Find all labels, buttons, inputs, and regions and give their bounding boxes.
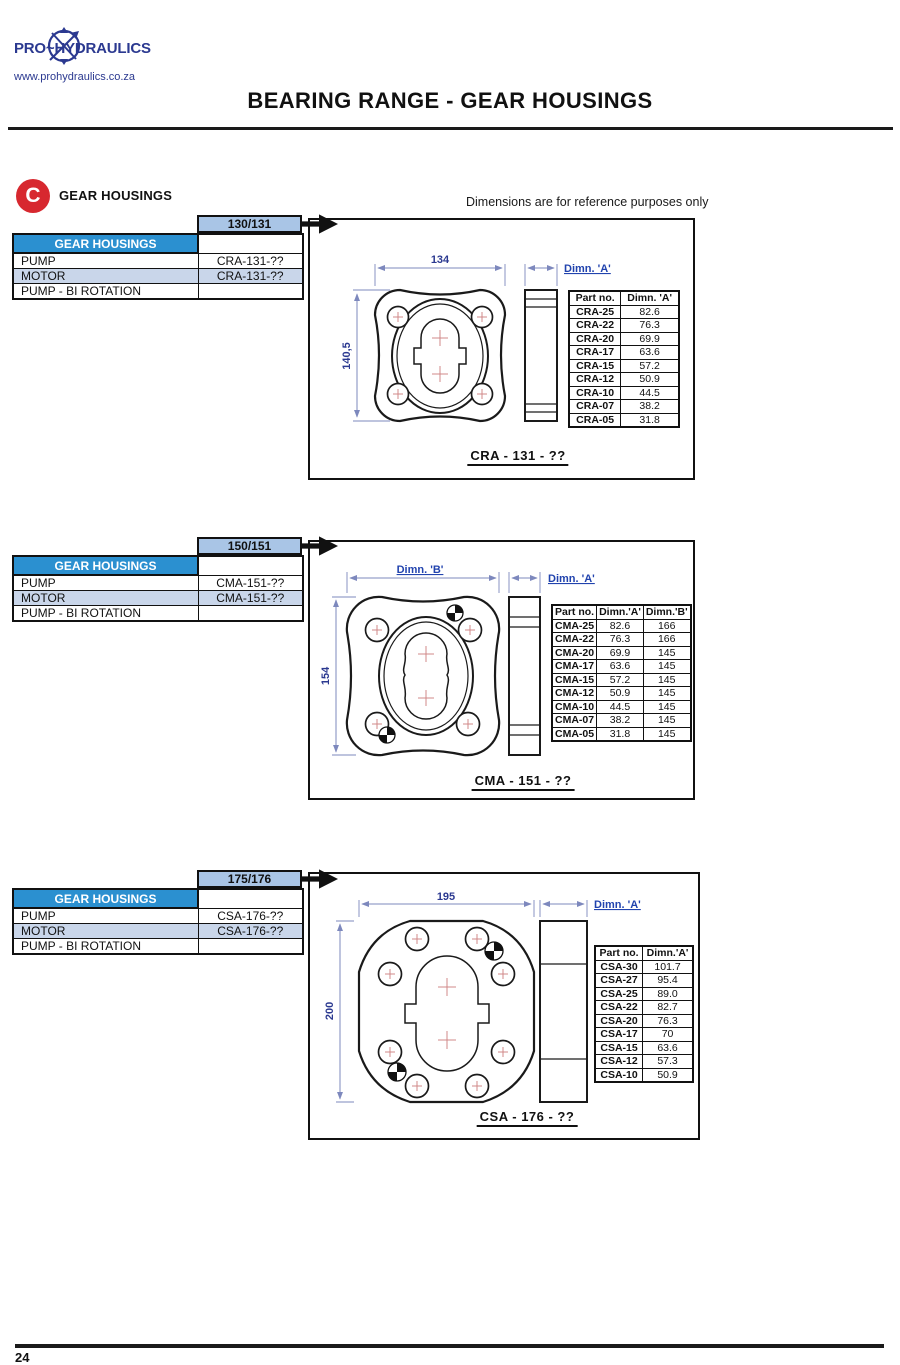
gear-housings-table	[12, 555, 304, 622]
dim-table-cell: 70	[643, 1028, 693, 1042]
page-number: 24	[15, 1350, 30, 1365]
dim-table-row	[595, 974, 693, 988]
dim-table-row	[595, 1001, 693, 1015]
dim-table-cell: 95.4	[643, 974, 693, 988]
dim-table-row	[595, 1068, 693, 1082]
side-dimension	[525, 263, 611, 286]
dim-table-cell: 166	[643, 619, 690, 633]
dim-table-cell: 38.2	[621, 400, 679, 414]
dim-table-row	[552, 619, 691, 633]
dim-table-row	[595, 1028, 693, 1042]
dim-col-header: Part no.	[569, 291, 621, 305]
front-view	[347, 597, 499, 755]
dim-table-cell: CSA-30	[595, 960, 643, 974]
width-dimension	[359, 891, 534, 917]
dimension-disclaimer: Dimensions are for reference purposes only	[466, 195, 709, 209]
row-value: CRA-131-??	[198, 253, 303, 269]
dim-table-cell: CMA-22	[552, 633, 597, 647]
dim-col-header: Part no.	[595, 946, 643, 960]
svg-text:154: 154	[320, 666, 332, 686]
section-badge: C	[16, 179, 50, 213]
dim-table-cell: CSA-15	[595, 1041, 643, 1055]
side-dimension	[540, 899, 641, 917]
dim-table-row	[569, 305, 679, 319]
dim-table-cell: CSA-25	[595, 987, 643, 1001]
dim-table-row	[552, 687, 691, 701]
row-label: PUMP - BI ROTATION	[13, 939, 198, 955]
dim-table-row	[569, 413, 679, 427]
dim-table-cell: 82.7	[643, 1001, 693, 1015]
dim-table-cell: 82.6	[621, 305, 679, 319]
dim-table-cell: CSA-20	[595, 1014, 643, 1028]
dim-table-cell: 63.6	[643, 1041, 693, 1055]
dim-table-cell: CRA-22	[569, 319, 621, 333]
table-header: GEAR HOUSINGS	[13, 556, 198, 575]
row-value: CRA-131-??	[198, 269, 303, 284]
dim-table-cell: 145	[643, 714, 690, 728]
dim-table-cell: 44.5	[621, 386, 679, 400]
row-label: MOTOR	[13, 591, 198, 606]
dim-col-header: Dimn.'A'	[597, 605, 644, 619]
drawing-frame-csa-176	[308, 872, 700, 1140]
selector-group-175-176	[12, 870, 352, 953]
drawing-frame-cma-151	[308, 540, 695, 800]
size-badge: 175/176	[197, 870, 302, 888]
dim-table-cell: CSA-27	[595, 974, 643, 988]
table-header-spacer	[198, 889, 303, 908]
dim-table-row	[552, 660, 691, 674]
dim-table-cell: CMA-10	[552, 700, 597, 714]
dim-table-cell: 63.6	[621, 346, 679, 360]
dim-table-cell: CSA-12	[595, 1055, 643, 1069]
dim-table-row	[569, 332, 679, 346]
drawing-frame-cra-131	[308, 218, 695, 480]
title-divider	[8, 127, 893, 130]
row-value	[198, 939, 303, 955]
dim-table-cell: CRA-20	[569, 332, 621, 346]
dim-table-cell: 76.3	[643, 1014, 693, 1028]
dim-col-header: Part no.	[552, 605, 597, 619]
dim-table-cell: CSA-10	[595, 1068, 643, 1082]
front-view	[359, 921, 534, 1102]
dim-table-cell: 57.3	[643, 1055, 693, 1069]
svg-text:200: 200	[324, 1001, 336, 1021]
table-header-spacer	[198, 234, 303, 253]
dim-table-row	[552, 714, 691, 728]
dim-table-cell: CMA-15	[552, 673, 597, 687]
dim-table-cell: 145	[643, 646, 690, 660]
dim-table-row	[552, 633, 691, 647]
dimension-table	[568, 290, 680, 428]
dim-col-header: Dimn.'B'	[643, 605, 690, 619]
dim-table-cell: CMA-12	[552, 687, 597, 701]
front-view	[375, 290, 505, 421]
svg-text:Dimn. 'A': Dimn. 'A'	[594, 899, 641, 911]
dimension-table	[551, 604, 692, 742]
dim-col-header: Dimn.'A'	[643, 946, 693, 960]
dim-table-row	[569, 346, 679, 360]
dim-table-cell: 101.7	[643, 960, 693, 974]
svg-text:Dimn. 'A': Dimn. 'A'	[564, 263, 611, 275]
dim-table-row	[595, 1014, 693, 1028]
dim-table-cell: 145	[643, 660, 690, 674]
dim-col-header: Dimn. 'A'	[621, 291, 679, 305]
gear-housings-table	[12, 888, 304, 955]
row-label: PUMP	[13, 575, 198, 591]
table-header-spacer	[198, 556, 303, 575]
row-label: PUMP	[13, 908, 198, 924]
dim-table-cell: 50.9	[597, 687, 644, 701]
dim-table-cell: CRA-07	[569, 400, 621, 414]
row-label: PUMP - BI ROTATION	[13, 284, 198, 300]
side-view	[525, 290, 557, 421]
side-view	[540, 921, 587, 1102]
dim-table-cell: 82.6	[597, 619, 644, 633]
height-dimension	[324, 921, 354, 1102]
dim-table-row	[595, 987, 693, 1001]
svg-text:134: 134	[430, 254, 450, 266]
dim-table-cell: 145	[643, 700, 690, 714]
dim-table-cell: 145	[643, 687, 690, 701]
dim-table-cell: 89.0	[643, 987, 693, 1001]
dim-table-cell: CMA-17	[552, 660, 597, 674]
row-value	[198, 284, 303, 300]
dim-table-cell: 69.9	[621, 332, 679, 346]
dim-table-cell: 44.5	[597, 700, 644, 714]
side-dimension	[509, 572, 595, 593]
row-value: CSA-176-??	[198, 924, 303, 939]
dim-table-row	[552, 673, 691, 687]
dim-table-cell: CMA-07	[552, 714, 597, 728]
dim-table-cell: CSA-22	[595, 1001, 643, 1015]
dim-table-cell: CRA-12	[569, 373, 621, 387]
dim-table-cell: 50.9	[621, 373, 679, 387]
width-dimension	[375, 254, 505, 286]
dim-table-cell: CRA-17	[569, 346, 621, 360]
dim-table-cell: 145	[643, 673, 690, 687]
datum-target-icon	[388, 1063, 406, 1081]
page-title: BEARING RANGE - GEAR HOUSINGS	[247, 88, 653, 113]
dim-table-cell: CMA-20	[552, 646, 597, 660]
dim-table-cell: 38.2	[597, 714, 644, 728]
dim-table-row	[569, 319, 679, 333]
datum-target-icon	[485, 942, 503, 960]
dim-table-cell: 63.6	[597, 660, 644, 674]
gear-housings-table	[12, 233, 304, 300]
dim-table-row	[569, 359, 679, 373]
datum-target-icon	[447, 605, 463, 621]
dim-table-row	[552, 700, 691, 714]
width-dimension	[347, 564, 499, 593]
dim-table-cell: 69.9	[597, 646, 644, 660]
datum-target-icon	[379, 727, 395, 743]
row-label: PUMP	[13, 253, 198, 269]
dim-table-cell: 76.3	[621, 319, 679, 333]
dim-table-cell: 145	[643, 727, 690, 741]
dim-table-cell: 76.3	[597, 633, 644, 647]
row-value	[198, 606, 303, 622]
svg-text:Dimn. 'B': Dimn. 'B'	[396, 564, 444, 576]
dim-table-row	[569, 373, 679, 387]
row-value: CSA-176-??	[198, 908, 303, 924]
dim-table-row	[569, 400, 679, 414]
brand-website: www.prohydraulics.co.za	[14, 71, 136, 83]
row-label: MOTOR	[13, 269, 198, 284]
table-header: GEAR HOUSINGS	[13, 889, 198, 908]
table-header: GEAR HOUSINGS	[13, 234, 198, 253]
selector-group-130-131	[12, 215, 352, 298]
dim-table-row	[595, 1055, 693, 1069]
dim-table-cell: 50.9	[643, 1068, 693, 1082]
dim-table-cell: CMA-05	[552, 727, 597, 741]
svg-text:Dimn. 'A': Dimn. 'A'	[548, 573, 595, 585]
dim-table-cell: 57.2	[597, 673, 644, 687]
dim-table-row	[552, 646, 691, 660]
drawing-caption: CSA - 176 - ??	[477, 1109, 578, 1127]
row-value: CMA-151-??	[198, 575, 303, 591]
brand-logo-text: PRO~HYDRAULICS	[14, 40, 151, 57]
row-label: PUMP - BI ROTATION	[13, 606, 198, 622]
dim-table-cell: 166	[643, 633, 690, 647]
dim-table-row	[595, 1041, 693, 1055]
dim-table-cell: CRA-05	[569, 413, 621, 427]
dim-table-cell: CRA-10	[569, 386, 621, 400]
row-value: CMA-151-??	[198, 591, 303, 606]
dim-table-row	[569, 386, 679, 400]
dim-table-cell: 31.8	[597, 727, 644, 741]
side-view	[509, 597, 540, 755]
row-label: MOTOR	[13, 924, 198, 939]
svg-text:140,5: 140,5	[341, 342, 353, 370]
footer-divider	[15, 1344, 884, 1348]
dim-table-cell: 31.8	[621, 413, 679, 427]
dim-table-row	[595, 960, 693, 974]
dim-table-cell: CSA-17	[595, 1028, 643, 1042]
drawing-caption: CRA - 131 - ??	[467, 448, 568, 466]
section-title: GEAR HOUSINGS	[59, 188, 173, 203]
dimension-table	[594, 945, 694, 1083]
svg-text:195: 195	[436, 891, 456, 903]
dim-table-cell: CRA-25	[569, 305, 621, 319]
size-badge: 130/131	[197, 215, 302, 233]
drawing-caption: CMA - 151 - ??	[472, 773, 575, 791]
dim-table-cell: 57.2	[621, 359, 679, 373]
dim-table-row	[552, 727, 691, 741]
dim-table-cell: CMA-25	[552, 619, 597, 633]
selector-group-150-151	[12, 537, 352, 620]
dim-table-cell: CRA-15	[569, 359, 621, 373]
size-badge: 150/151	[197, 537, 302, 555]
